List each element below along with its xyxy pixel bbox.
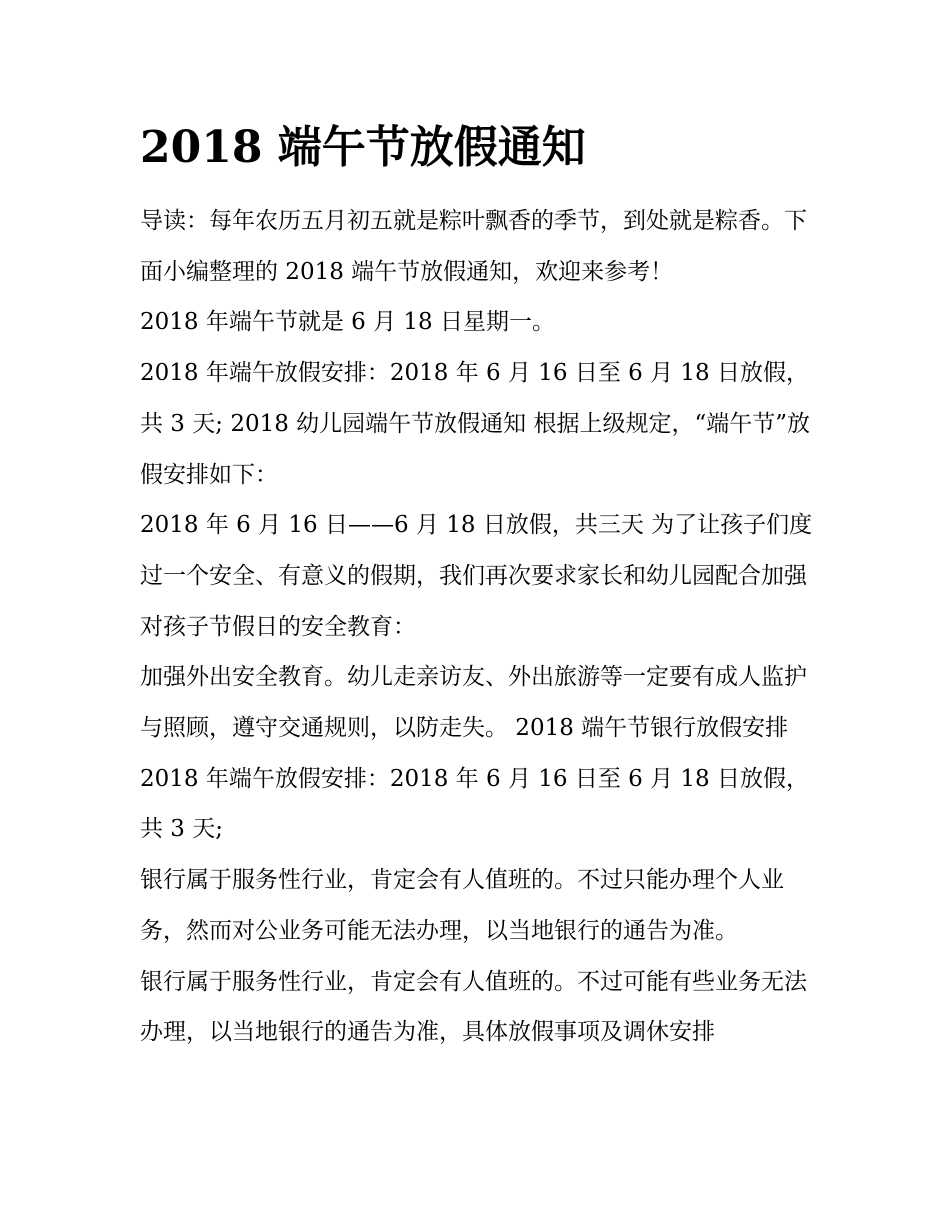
paragraph-date: 2018 年端午节就是 6 月 18 日星期一。: [140, 309, 555, 336]
paragraph-safety: 加强外出安全教育。幼儿走亲访友、外出旅游等一定要有成人监护与照顾，遵守交通规则，以防走失。 2018 端午节银行放假安排: [140, 664, 807, 742]
paragraph-bank-service-2: 银行属于服务性行业，肯定会有人值班的。不过可能有些业务无法办理，以当地银行的通告为准，具体放假事项及调休安排: [140, 968, 807, 1046]
paragraph-holiday-schedule: 2018 年端午放假安排：2018 年 6 月 16 日至 6 月 18 日放假，共 3 天; 2018 幼儿园端午节放假通知 根据上级规定，“端午节”放假安排如下：: [140, 360, 810, 488]
paragraph-intro: 导读：每年农历五月初五就是粽叶飘香的季节，到处就是粽香。下面小编整理的 2018 端午节放假通知，欢迎来参考！: [140, 208, 807, 285]
paragraph-kindergarten-schedule: 2018 年 6 月 16 日——6 月 18 日放假，共三天 为了让孩子们度过一个安全、有意义的假期，我们再次要求家长和幼儿园配合加强对孩子节假日的安全教育：: [140, 512, 813, 640]
document-body: [140, 196, 820, 1058]
paragraph-bank-schedule: 2018 年端午放假安排：2018 年 6 月 16 日至 6 月 18 日放假，共 3 天;: [140, 765, 809, 843]
document-title: 2018 端午节放假通知: [140, 122, 586, 173]
paragraph-bank-service-1: 银行属于服务性行业，肯定会有人值班的。不过只能办理个人业务，然而对公业务可能无法办理，以当地银行的通告为准。: [140, 867, 784, 944]
